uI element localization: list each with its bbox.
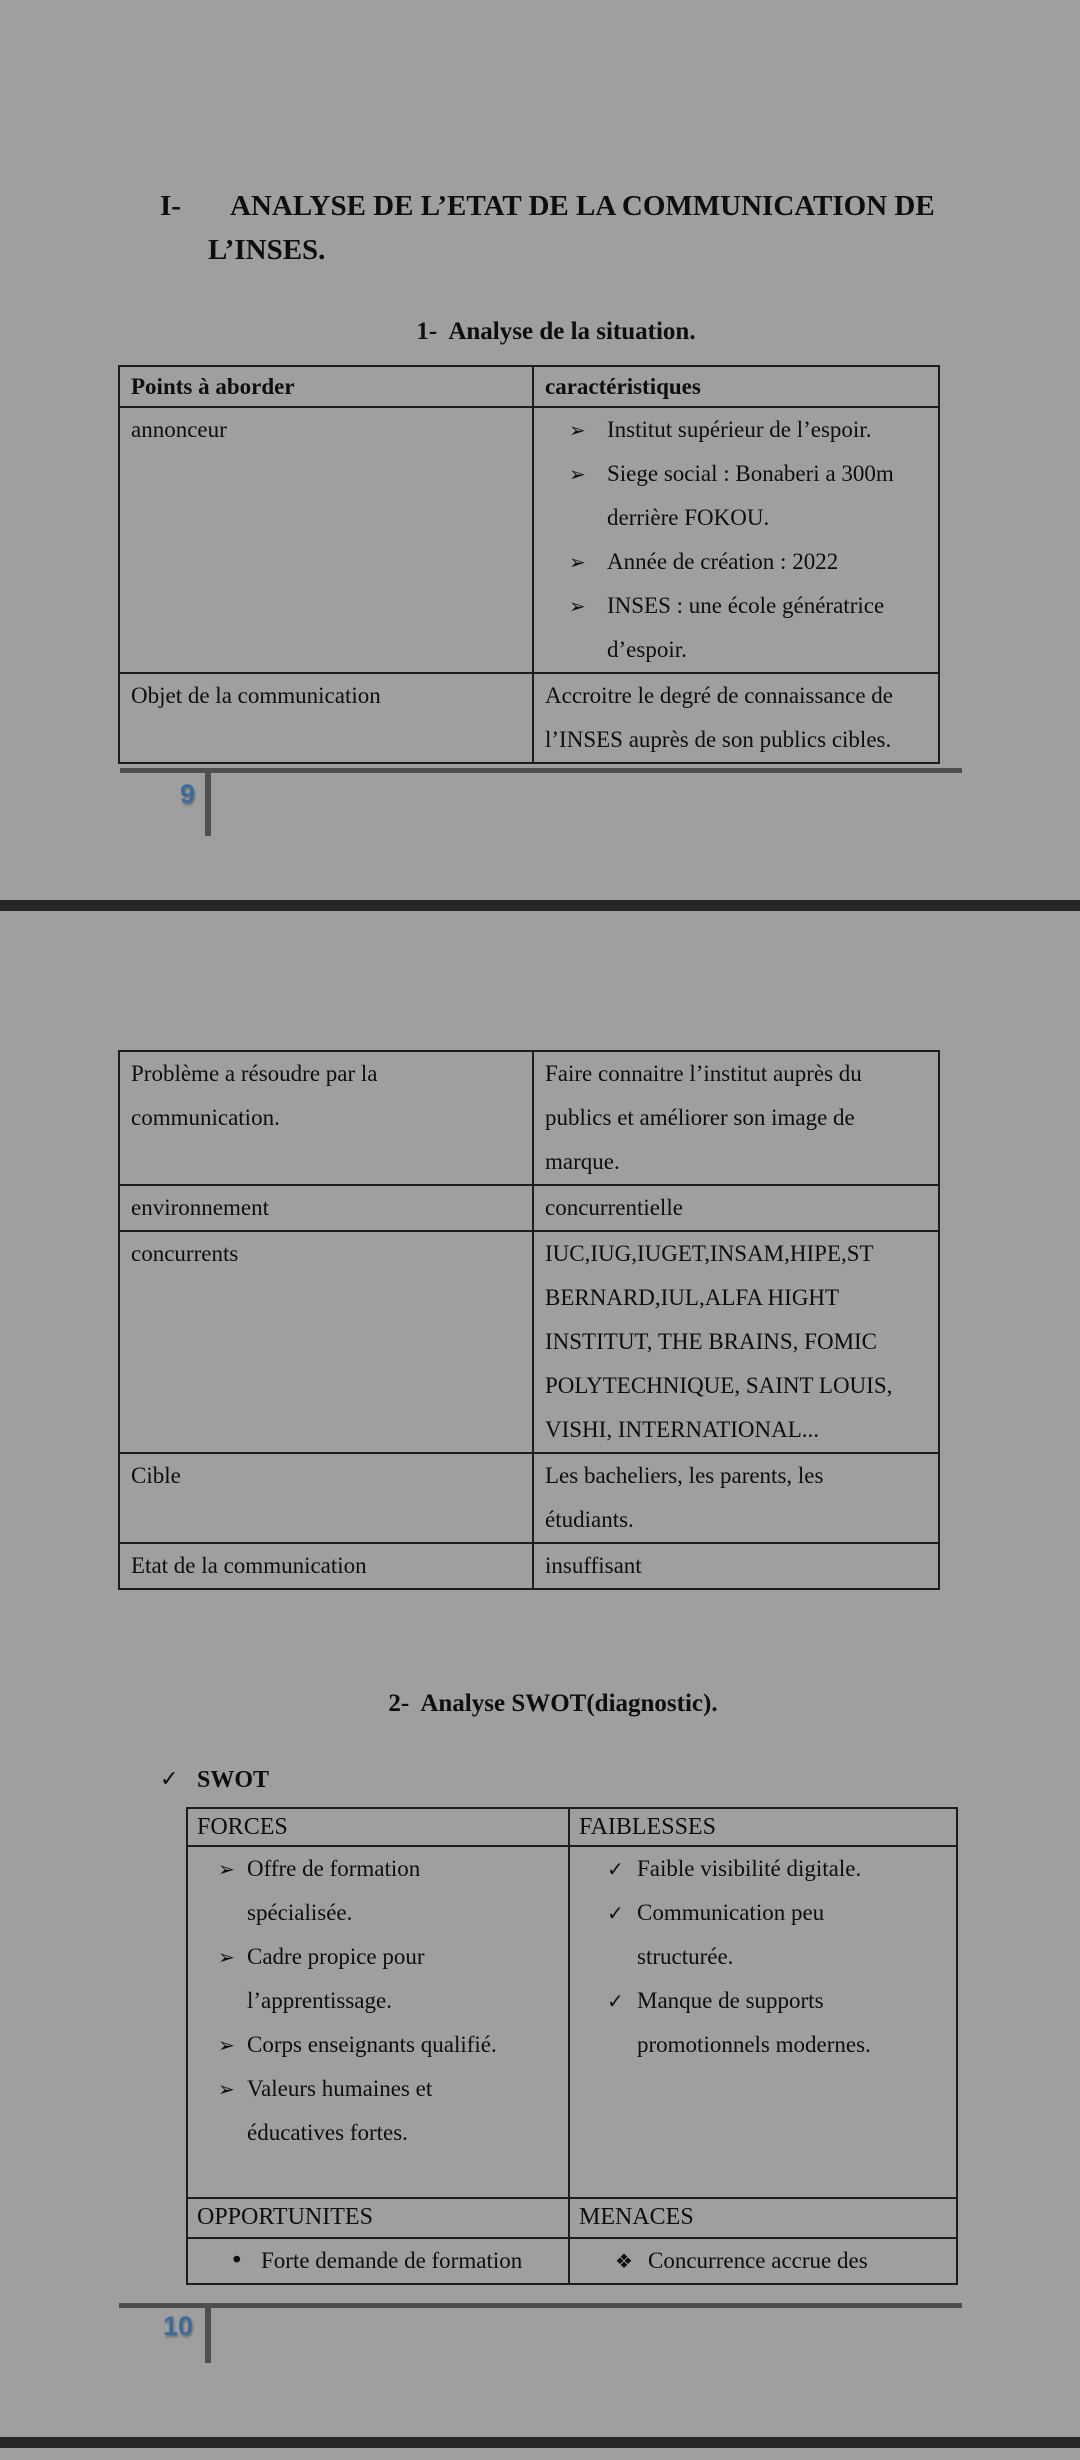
list-item: • Forte demande de formation (188, 2239, 568, 2283)
col-header-points: Points à aborder (131, 374, 295, 399)
arrow-bullet-icon: ➢ (218, 2033, 235, 2057)
footer-rule (119, 2303, 962, 2308)
list-item: ➢ Institut supérieur de l’espoir. (534, 408, 938, 452)
heading-line1: ANALYSE DE L’ETAT DE LA COMMUNICATION DE (230, 190, 935, 222)
cell-environnement: environnement (131, 1195, 269, 1220)
page-number-9: 9 (180, 779, 196, 809)
arrow-bullet-icon: ➢ (218, 1857, 235, 1881)
page-number-10: 10 (163, 2311, 194, 2341)
arrow-bullet-icon: ➢ (569, 550, 586, 574)
list-item: ✓ Communication peu structurée. (570, 1891, 956, 1979)
list-item: ➢ Année de création : 2022 (534, 540, 938, 584)
cell-concurrents: concurrents (131, 1241, 239, 1266)
cell-cible: Cible (131, 1463, 181, 1488)
list-item: ➢ Valeurs humaines et éducatives fortes. (188, 2067, 568, 2155)
cell-etat-communication: Etat de la communication (131, 1553, 367, 1578)
heading-numeral: I- (160, 190, 181, 222)
cell-etat-value: insuffisant (545, 1553, 642, 1578)
table-row (119, 1051, 939, 1185)
faiblesses-cell (569, 1846, 957, 2198)
list-item: ❖ Concurrence accrue des (570, 2239, 956, 2283)
cell-concurrents-list: IUC,IUG,IUGET,INSAM,HIPE,ST BERNARD,IUL,ALFA HIGHT INSTITUT, THE BRAINS, FOMIC POLYTECHNIQUE, SAINT LOUIS, VISHI, INTERNATIONAL... (545, 1241, 893, 1442)
section-2-title: 2- Analyse SWOT(diagnostic). (388, 1690, 718, 1717)
col-header-caracteristiques: caractéristiques (545, 374, 701, 399)
table-row (119, 407, 939, 673)
table-row (119, 1453, 939, 1543)
swot-table (186, 1807, 958, 2285)
list-item: ➢ Corps enseignants qualifié. (188, 2023, 568, 2067)
table-row (119, 673, 939, 763)
list-item: ➢ Cadre propice pour l’apprentissage. (188, 1935, 568, 2023)
swot-header-row (187, 1808, 957, 1846)
cell-probleme-details: Faire connaitre l’institut auprès du publics et améliorer son image de marque. (545, 1061, 862, 1174)
swot-body-row (187, 2238, 957, 2284)
check-bullet-icon: ✓ (607, 1989, 624, 2013)
menaces-header: MENACES (579, 2204, 694, 2230)
swot-label-text: SWOT (197, 1767, 270, 1793)
cell-cible-details: Les bacheliers, les parents, les étudiants. (545, 1463, 824, 1532)
situation-table-continued (118, 1050, 940, 1590)
heading-line2: L’INSES. (208, 234, 326, 266)
swot-header-row (187, 2198, 957, 2238)
page-separator-bar (0, 900, 1080, 911)
main-heading (160, 184, 935, 272)
forces-cell (187, 1846, 569, 2198)
situation-table (118, 365, 940, 764)
arrow-bullet-icon: ➢ (569, 462, 586, 486)
table-row (119, 1543, 939, 1589)
section-1-title: 1- Analyse de la situation. (416, 318, 696, 345)
check-bullet-icon: ✓ (607, 1857, 624, 1881)
cell-environnement-value: concurrentielle (545, 1195, 683, 1220)
footer-rule-tick (205, 768, 211, 836)
forces-header: FORCES (197, 1814, 288, 1840)
arrow-bullet-icon: ➢ (569, 594, 586, 618)
arrow-bullet-icon: ➢ (218, 2077, 235, 2101)
arrow-bullet-icon: ➢ (218, 1945, 235, 1969)
diamond-bullet-icon: ❖ (615, 2249, 633, 2273)
list-item: ➢ Siege social : Bonaberi a 300m derrière FOKOU. (534, 452, 938, 540)
list-item: ✓ Manque de supports promotionnels modernes. (570, 1979, 956, 2067)
footer-rule (120, 768, 962, 773)
arrow-bullet-icon: ➢ (569, 418, 586, 442)
table-row (119, 1231, 939, 1453)
cell-probleme: Problème a résoudre par la communication. (131, 1061, 378, 1130)
cell-annonceur: annonceur (131, 417, 227, 442)
list-item: ➢ INSES : une école génératrice d’espoir. (534, 584, 938, 672)
cell-objet-details: Accroitre le degré de connaissance de l’INSES auprès de son publics cibles. (545, 683, 894, 752)
footer-rule-tick (205, 2303, 211, 2363)
check-bullet-icon: ✓ (607, 1901, 624, 1925)
opportunites-header: OPPORTUNITES (197, 2204, 373, 2230)
dot-bullet-icon: • (230, 2248, 244, 2274)
faiblesses-header: FAIBLESSES (579, 1814, 716, 1840)
table-row (119, 1185, 939, 1231)
cell-objet: Objet de la communication (131, 683, 381, 708)
page-separator-bar (0, 2437, 1080, 2448)
list-item: ✓ Faible visibilité digitale. (570, 1847, 956, 1891)
opportunites-cell (187, 2238, 569, 2284)
check-bullet-icon: ✓ (160, 1767, 179, 1792)
cell-annonceur-details (533, 407, 939, 673)
list-item: ➢ Offre de formation spécialisée. (188, 1847, 568, 1935)
swot-body-row (187, 1846, 957, 2198)
swot-label (160, 1764, 269, 1796)
menaces-cell (569, 2238, 957, 2284)
table-header-row (119, 366, 939, 407)
